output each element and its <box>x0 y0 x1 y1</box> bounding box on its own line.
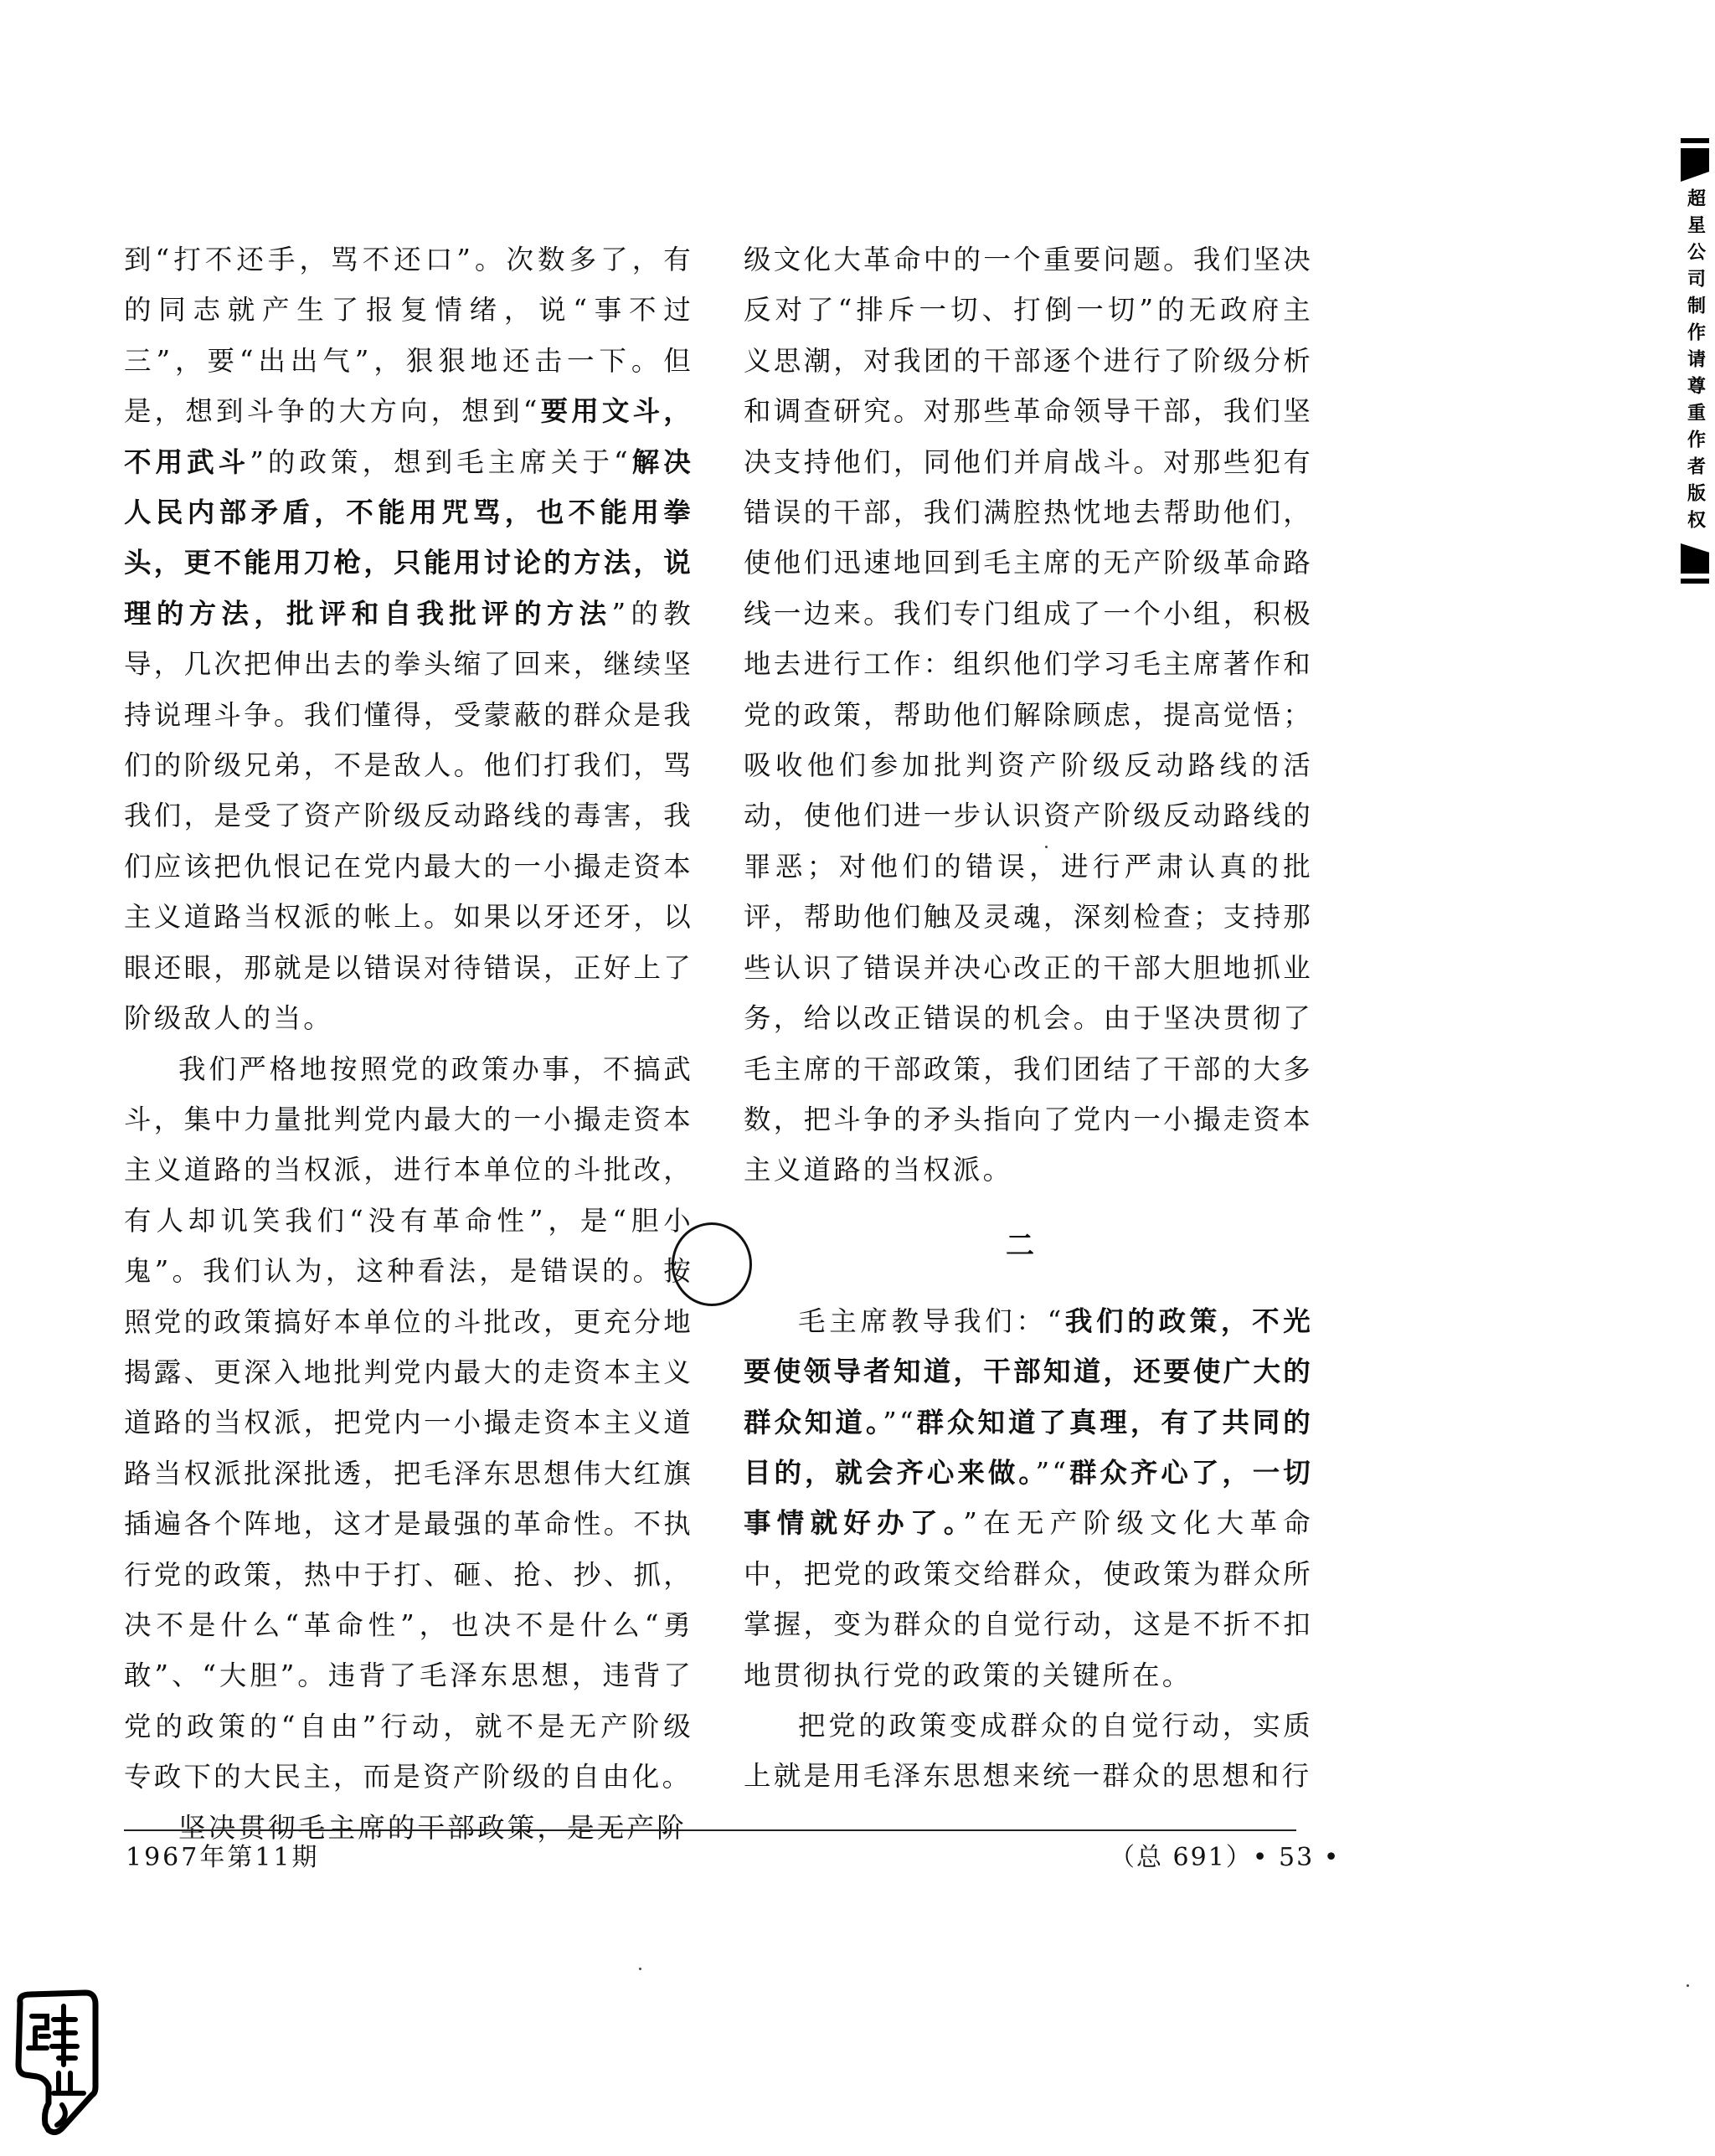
bold-quote: 群众知道了真理，有了共同的目的，就会齐心来做。 <box>744 1406 1313 1489</box>
text-segment: ”“ <box>1035 1456 1069 1489</box>
text-segment: 到“打不还手，骂不还口”。次数多了，有的同志就产生了报复情绪，说“事不过三”，要“出出气”，狠狠地还击一下。但是，想到斗争的大方向，想到“ <box>124 244 693 428</box>
copyright-watermark <box>1680 138 1710 584</box>
watermark-text: 超星公司制作请尊重作者版权 <box>1684 188 1706 537</box>
text-segment: 级文化大革命中的一个重要问题。我们坚决反对了“排斥一切、打倒一切”的无政府主义思潮，对我团的干部逐个进行了阶级分析和调查研究。对那些革命领导干部，我们坚决支持他们，同他们并肩战斗。对那些犯有错误的干部，我们满腔热忱地去帮助他们，使他们迅速地回到毛主席的无产阶级革命路线一边来。我们专门组成了一个小组，积极地去进行工作：组织他们学习毛主席著作和党的政策，帮助他们解除顾虑，提高觉悟；吸收他们参加批判资产阶级反动路线的活动，使他们进一步认识资产阶级反动路线的罪恶；对他们的错误，进行严肃认真的批评，帮助他们触及灵魂，深刻检查；支持那些认识了错误并决心改正的干部大胆地抓业务，给以改正错误的机会。由于坚决贯彻了毛主席的干部政策，我们团结了干部的大多数，把斗争的矛头指向了党内一小撮走资本主义道路的当权派。 <box>744 244 1313 1186</box>
watermark-block-icon <box>1681 148 1709 182</box>
punch-hole-circle-icon <box>672 1222 752 1306</box>
seal-stamp-icon <box>12 1986 100 2137</box>
left-column <box>124 234 693 1853</box>
right-column <box>744 234 1313 1802</box>
text-segment: 坚决贯彻毛主席的干部政策，是无产阶 <box>178 1811 687 1844</box>
text-segment: ”在无产阶级文化大革命中，把党的政策交给群众，使政策为群众所掌握，变为群众的自觉行动，这是不折不扣地贯彻执行党的政策的关键所在。 <box>744 1507 1313 1691</box>
scan-speck <box>1687 1984 1689 1987</box>
bold-quote: 解决人民内部矛盾，不能用咒骂，也不能用拳头，更不能用刀枪，只能用讨论的方法，说理的方法，批评和自我批评的方法 <box>124 445 693 630</box>
watermark-bar-icon <box>1681 579 1709 584</box>
text-segment: 把党的政策变成群众的自觉行动，实质上就是用毛泽东思想来统一群众的思想和行 <box>744 1709 1313 1793</box>
text-segment: ”的政策，想到毛主席关于“ <box>250 445 631 478</box>
bold-quote: 要用文斗，不用武斗 <box>124 395 693 478</box>
bold-quote: 我们的政策，不光要使领导者知道，干部知道，还要使广大的群众知道。 <box>744 1304 1313 1438</box>
scan-speck <box>639 1968 641 1970</box>
bold-quote: 群众齐心了，一切事情就好办了。 <box>744 1456 1313 1540</box>
text-segment: ”“ <box>883 1406 916 1438</box>
section-heading: 二 <box>1006 1228 1034 1263</box>
footer-divider <box>124 1829 1296 1831</box>
right-paragraph-1 <box>744 234 1313 1196</box>
right-paragraph-2 <box>744 1296 1313 1701</box>
left-paragraph-1 <box>124 234 693 1044</box>
left-paragraph-2 <box>124 1044 693 1803</box>
scan-speck <box>1045 846 1048 848</box>
issue-label: 1967年第11期 <box>126 1843 320 1872</box>
watermark-bar-icon <box>1681 138 1709 143</box>
text-segment: 毛主席教导我们：“ <box>798 1304 1064 1337</box>
text-segment: 我们严格地按照党的政策办事，不搞武斗，集中力量批判党内最大的一小撮走资本主义道路的当权派，进行本单位的斗批改，有人却讥笑我们“没有革命性”，是“胆小鬼”。我们认为，这种看法，是错误的。按照党的政策搞好本单位的斗批改，更充分地揭露、更深入地批判党内最大的走资本主义道路的当权派，把党内一小撮走资本主义道路当权派批深批透，把毛泽东思想伟大红旗插遍各个阵地，这才是最强的革命性。不执行党的政策，热中于打、砸、抢、抄、抓，决不是什么“革命性”，也决不是什么“勇敢”、“大胆”。违背了毛泽东思想，违背了党的政策的“自由”行动，就不是无产阶级专政下的大民主，而是资产阶级的自由化。 <box>124 1052 693 1793</box>
watermark-block-icon <box>1681 543 1709 574</box>
right-paragraph-3 <box>744 1701 1313 1802</box>
page-number: （总 691）• 53 • <box>1110 1843 1341 1872</box>
text-segment: ”的教导，几次把伸出去的拳头缩了回来，继续坚持说理斗争。我们懂得，受蒙蔽的群众是我们的阶级兄弟，不是敌人。他们打我们，骂我们，是受了资产阶级反动路线的毒害，我们应该把仇恨记在党内最大的一小撮走资本主义道路当权派的帐上。如果以牙还牙，以眼还眼，那就是以错误对待错误，正好上了阶级敌人的当。 <box>124 597 693 1035</box>
